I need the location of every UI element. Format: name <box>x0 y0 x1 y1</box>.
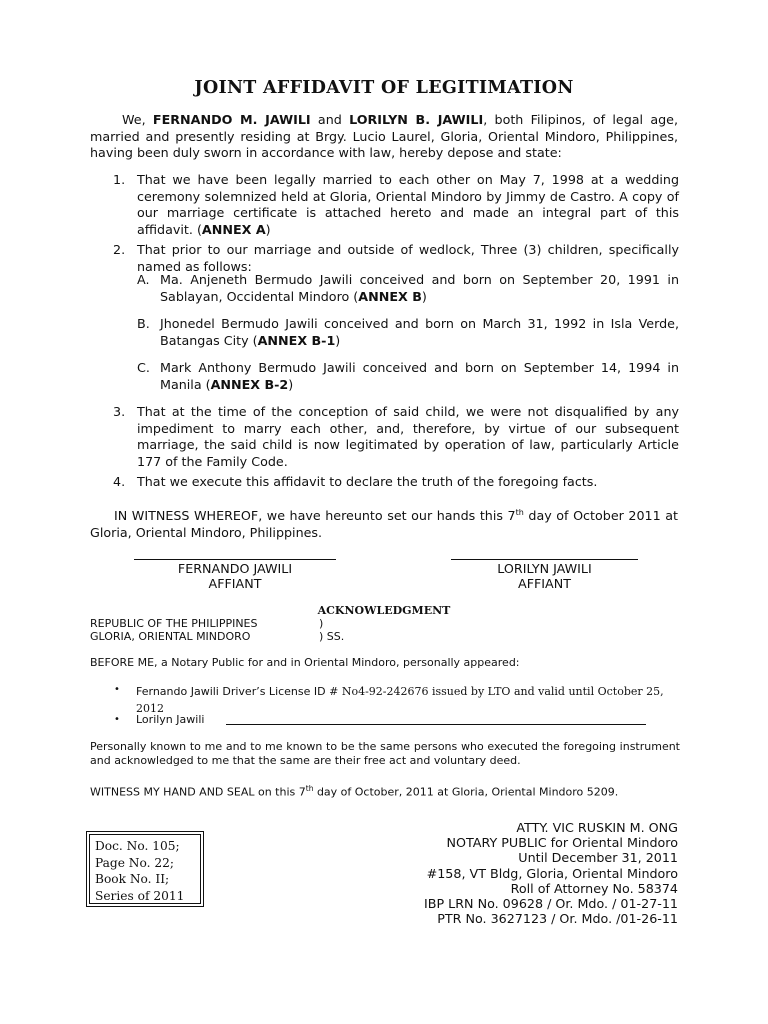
item-text: That at the time of the conception of said child, we were not disqualified by any impediment to marry each other, and, therefore, by virtue of our subsequent marriage, the said child is now legitimated by operation of law, particularly Article 177 of the Family Code. <box>137 404 679 469</box>
witness-paragraph <box>90 505 678 541</box>
appearer-1-name: Fernando Jawili Driver’s License ID # <box>136 685 342 698</box>
notary-name: ATTY. VIC RUSKIN M. ONG <box>516 820 678 835</box>
appearer-2-line <box>226 724 646 725</box>
affiant-name-1: FERNANDO M. JAWILI <box>152 112 311 127</box>
child-letter: A. <box>137 272 150 287</box>
signatory-name: FERNANDO JAWILI <box>177 561 293 576</box>
notary-address: #158, VT Bldg, Gloria, Oriental Mindoro <box>426 865 678 881</box>
intro-rest: , both Filipinos, of legal age, married and presently residing at Brgy. Lucio Laurel, Gloria, Oriental Mindoro, Philippines, having been duly sworn in accordance with law, hereby depose and state: <box>90 112 678 160</box>
seal-sup: th <box>305 784 314 793</box>
bullet-icon: • <box>114 684 120 695</box>
child-letter: C. <box>137 360 150 375</box>
annex-label: ANNEX B <box>358 288 422 304</box>
item-number: 3. <box>113 404 126 419</box>
item-number: 4. <box>113 474 126 489</box>
series-year: Series of 2011 <box>95 888 185 903</box>
venue-locality: GLORIA, ORIENTAL MINDORO <box>90 630 251 643</box>
statement-item-2 <box>113 242 679 275</box>
signature-line-left <box>134 559 336 560</box>
signatory-role: AFFIANT <box>518 576 571 591</box>
child-item-c <box>137 360 679 393</box>
seal-pre: WITNESS MY HAND AND SEAL on this 7 <box>90 785 306 799</box>
venue-republic: REPUBLIC OF THE PHILIPPINES <box>90 617 258 630</box>
before-me-line <box>90 656 680 670</box>
notary-roll: Roll of Attorney No. 58374 <box>510 880 678 896</box>
item-number: 1. <box>113 172 126 187</box>
intro-and: and <box>310 112 350 127</box>
bullet-icon: • <box>114 714 120 725</box>
book-number: Book No. II; <box>95 872 170 886</box>
doc-number: Doc. No. 105; <box>95 839 180 853</box>
signatory-role: AFFIANT <box>208 576 262 591</box>
page-number: Page No. 22; <box>95 855 174 870</box>
child-item-a <box>137 272 679 305</box>
seal-paragraph <box>90 782 680 799</box>
signature-line-right <box>451 559 638 560</box>
witness-sup: th <box>515 508 524 517</box>
item-number: 2. <box>113 242 126 257</box>
child-letter: B. <box>137 316 150 331</box>
witness-pre: IN WITNESS WHEREOF, we have hereunto set our hands this 7 <box>114 508 516 524</box>
child-text: Ma. Anjeneth Bermudo Jawili conceived and born on September 20, 1991 in Sablayan, Occidental Mindoro ( <box>160 272 679 304</box>
doc-reference-box <box>89 834 201 904</box>
acknowledgment-title: ACKNOWLEDGMENT <box>317 604 451 617</box>
child-text: Jhonedel Bermudo Jawili conceived and born on March 31, 1992 in Isla Verde, Batangas City ( <box>160 316 679 348</box>
annex-label: ANNEX B-2 <box>210 376 289 392</box>
notary-until: Until December 31, 2011 <box>518 850 678 866</box>
statement-item-3 <box>113 404 679 470</box>
witness-post: day of October 2011 at Gloria, Oriental Mindoro, Philippines. <box>90 508 679 540</box>
notary-block <box>424 820 678 926</box>
annex-label: ANNEX B-1 <box>257 332 336 348</box>
appearer-1 <box>136 682 678 716</box>
notary-ibp: IBP LRN No. 09628 / Or. Mdo. / 01-27-11 <box>424 896 678 912</box>
child-close: ) <box>421 288 427 304</box>
item-text: That we execute this affidavit to declare the truth of the foregoing facts. <box>137 474 598 489</box>
before-me-label: BEFORE ME <box>90 656 155 669</box>
child-item-b <box>137 316 679 349</box>
intro-we: We, <box>122 112 153 127</box>
item-text: That prior to our marriage and outside of wedlock, Three (3) children, specifically named as follows: <box>137 242 679 274</box>
appearer-1-id: No4-92-242676 issued by LTO and valid until October 25, 2012 <box>136 685 664 715</box>
seal-post: day of October, 2011 at Gloria, Oriental Mindoro 5209. <box>313 785 619 799</box>
appearer-2-name: Lorilyn Jawili <box>136 713 205 726</box>
annex-label: ANNEX A <box>201 221 266 237</box>
child-close: ) <box>288 376 294 392</box>
before-me-text: , a Notary Public for and in Oriental Mindoro, personally appeared: <box>154 656 520 669</box>
item-text: That we have been legally married to each other on May 7, 1998 at a wedding ceremony solemnized held at Gloria, Oriental Mindoro by Jimmy de Castro. A copy of our marriage certificate is attached hereto and made an integral part of this affidavit. ( <box>137 172 679 237</box>
statement-item-1 <box>113 172 679 238</box>
notary-title: NOTARY PUBLIC for Oriental Mindoro <box>446 835 678 851</box>
known-paragraph: Personally known to me and to me known to be the same persons who executed the foregoing instrument and acknowledged to me that the same are their free act and voluntary deed. <box>90 740 680 767</box>
child-close: ) <box>335 332 341 348</box>
child-text: Mark Anthony Bermudo Jawili conceived and born on September 14, 1994 in Manila ( <box>160 360 679 392</box>
affiant-name-2: LORILYN B. JAWILI <box>349 112 484 127</box>
signatory-left <box>134 561 336 591</box>
document-title: JOINT AFFIDAVIT OF LEGITIMATION <box>194 78 574 98</box>
notary-ptr: PTR No. 3627123 / Or. Mdo. /01-26-11 <box>437 911 678 927</box>
item-close: ) <box>265 221 271 237</box>
venue-ss: ) SS. <box>319 630 345 643</box>
statement-item-4 <box>113 474 679 491</box>
signatory-right <box>451 561 638 591</box>
venue-paren: ) <box>319 617 324 630</box>
signatory-name: LORILYN JAWILI <box>497 561 592 576</box>
intro-paragraph <box>90 112 678 162</box>
